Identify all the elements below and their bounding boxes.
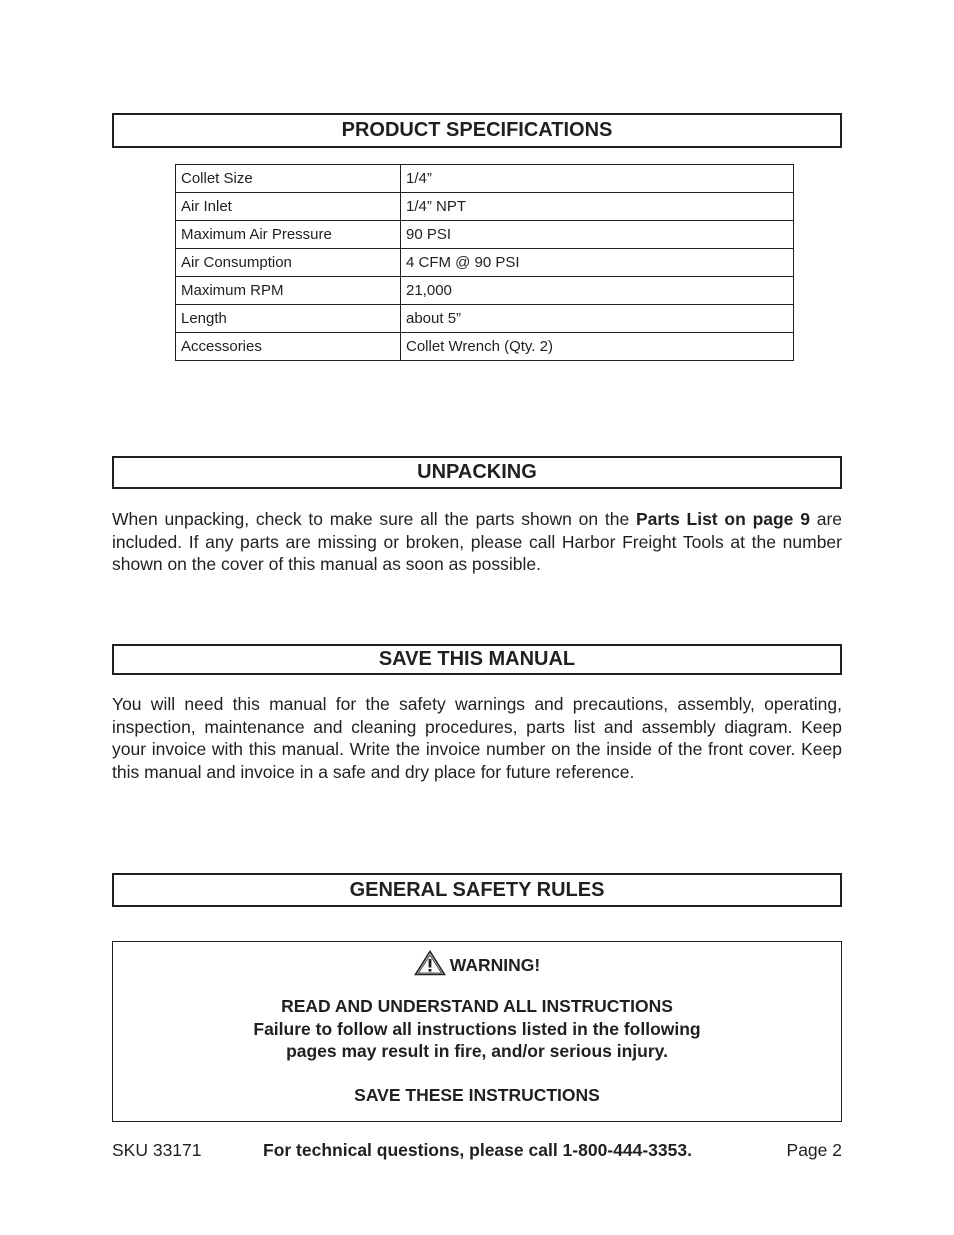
save-instructions-text: SAVE THESE INSTRUCTIONS (354, 1085, 600, 1105)
spec-label: Air Consumption (176, 249, 401, 277)
unpacking-paragraph (112, 508, 842, 576)
footer-sku: SKU 33171 (112, 1140, 202, 1160)
unpacking-text-start: When unpacking, check to make sure all the parts shown on the (112, 509, 636, 529)
parts-list-reference: Parts List on page 9 (635, 509, 810, 529)
warning-line-3: pages may result in fire, and/or serious injury. (286, 1041, 668, 1061)
spec-value: 4 CFM @ 90 PSI (401, 249, 794, 277)
table-row (176, 333, 794, 361)
spec-label: Collet Size (176, 165, 401, 193)
unpacking-text-end: are included. If any parts are missing or broken, please call Harbor Freight Tools at the number shown on the cover of this manual as soon as possible. (112, 509, 843, 574)
spec-value: 21,000 (401, 277, 794, 305)
warning-title-row (113, 950, 841, 981)
save-manual-paragraph: You will need this manual for the safety warnings and precautions, assembly, operating, inspection, maintenance and cleaning procedures, parts list and assembly diagram. Keep your invoice with this manual. Write the invoice number on the inside of the front cover. Keep this manual and invoice in a safe and dry place for future reference. (112, 694, 842, 782)
spec-value: 1/4” (401, 165, 794, 193)
spec-value: 1/4” NPT (401, 193, 794, 221)
spec-value: Collet Wrench (Qty. 2) (401, 333, 794, 361)
footer-tech-support: For technical questions, please call 1-800-444-3353. (263, 1140, 692, 1160)
spec-value: about 5” (401, 305, 794, 333)
warning-instructions (113, 995, 841, 1063)
safety-rules-title: GENERAL SAFETY RULES (349, 878, 605, 901)
table-row (176, 193, 794, 221)
table-row (176, 221, 794, 249)
specifications-title: PRODUCT SPECIFICATIONS (341, 119, 613, 141)
safety-rules-header (112, 873, 842, 907)
table-row (176, 165, 794, 193)
specifications-table (175, 164, 794, 361)
table-row (176, 277, 794, 305)
warning-line-1: READ AND UNDERSTAND ALL INSTRUCTIONS (281, 996, 673, 1016)
spec-label: Maximum RPM (176, 277, 401, 305)
spec-label: Air Inlet (176, 193, 401, 221)
specifications-header (112, 113, 842, 148)
warning-title: WARNING! (449, 955, 541, 975)
save-manual-title: SAVE THIS MANUAL (378, 648, 576, 670)
warning-triangle-icon (414, 950, 446, 981)
spec-label: Accessories (176, 333, 401, 361)
spec-value: 90 PSI (401, 221, 794, 249)
spec-label: Length (176, 305, 401, 333)
unpacking-title: UNPACKING (417, 461, 537, 483)
spec-label: Maximum Air Pressure (176, 221, 401, 249)
table-row (176, 305, 794, 333)
warning-line-2: Failure to follow all instructions listed in the following (253, 1018, 701, 1039)
table-row (176, 249, 794, 277)
unpacking-header (112, 456, 842, 489)
warning-box (112, 941, 842, 1122)
footer-page-number: Page 2 (786, 1140, 842, 1160)
save-manual-header (112, 644, 842, 675)
